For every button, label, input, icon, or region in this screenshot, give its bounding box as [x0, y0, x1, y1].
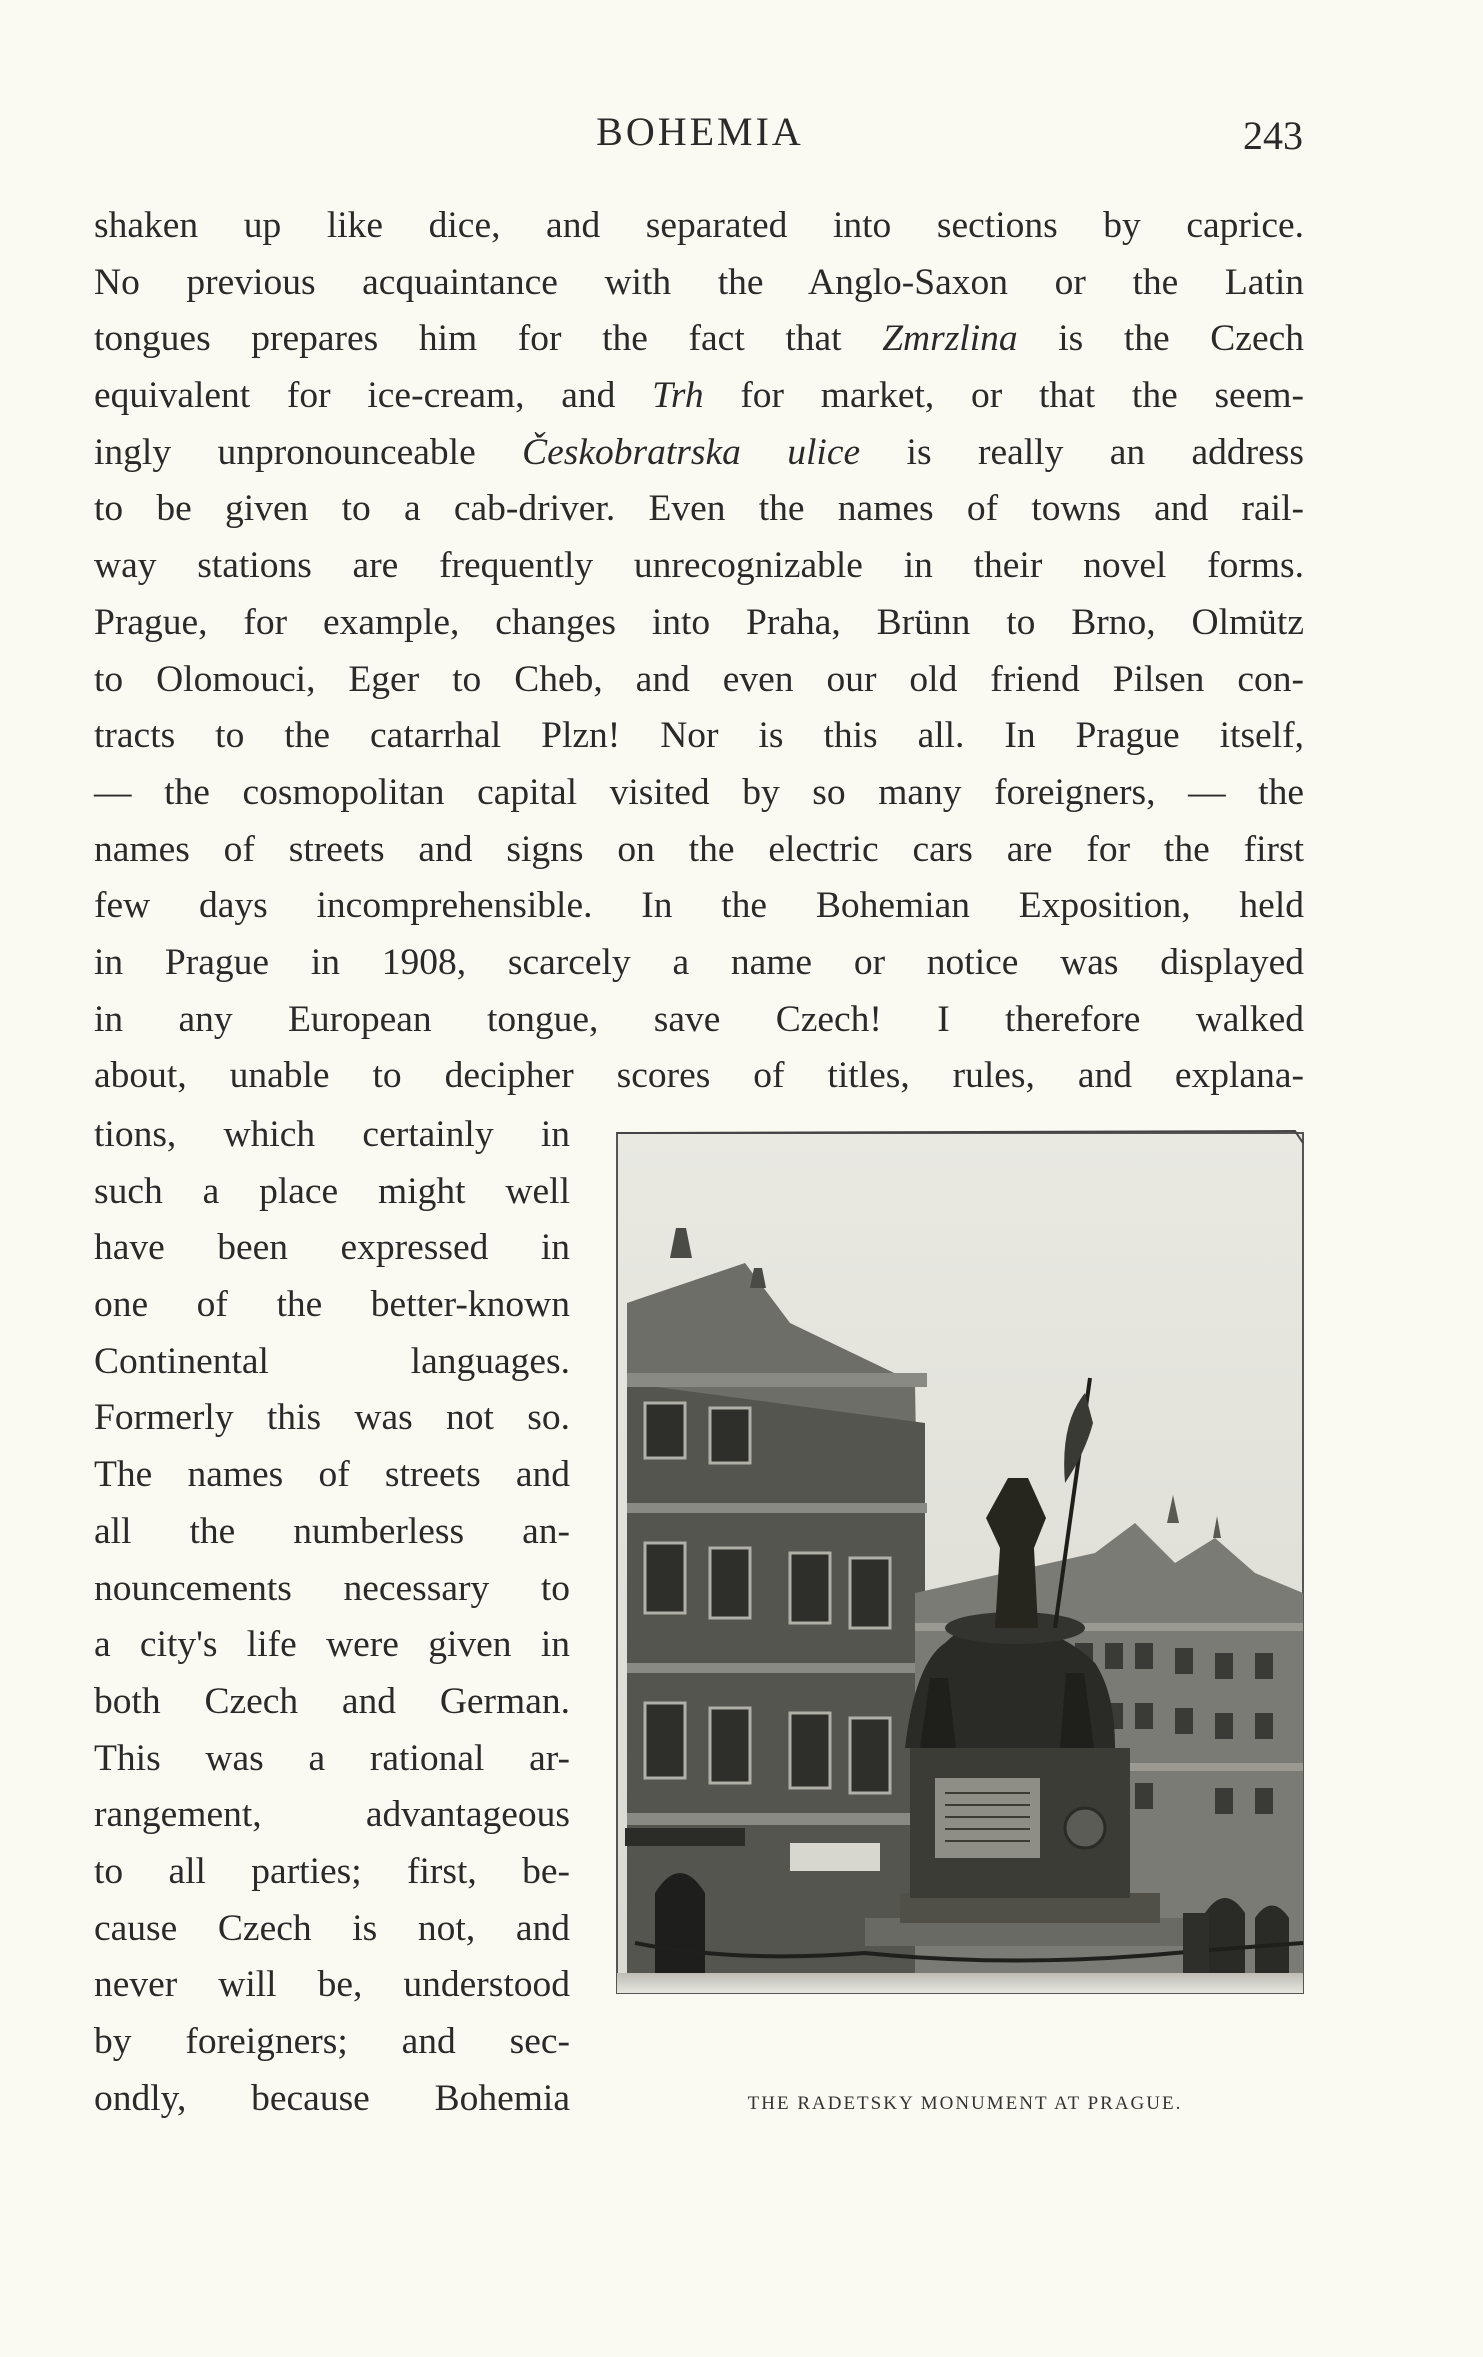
italic-word: Trh — [652, 375, 704, 417]
body-line: few days incomprehensible. In the Bohemian Exposition, held — [94, 885, 1304, 927]
wrap-line: ondly, because Bohemia — [94, 2077, 570, 2119]
body-line: No previous acquaintance with the Anglo-Saxon or the Latin — [94, 261, 1304, 303]
wrapped-paragraph — [94, 1107, 570, 2127]
body-line: about, unable to decipher scores of titles, rules, and explana- — [94, 1055, 1304, 1097]
wrap-line: a city's life were given in — [94, 1624, 570, 1666]
wrap-line: to all parties; first, be- — [94, 1850, 570, 1892]
body-line: shaken up like dice, and separated into sections by caprice. — [94, 205, 1304, 246]
body-line-with-italic: tongues prepares him for the fact that Zmrzlina is the Czech — [94, 318, 1304, 360]
body-line: names of streets and signs on the electric cars are for the first — [94, 828, 1304, 870]
body-paragraph — [94, 198, 1304, 1105]
wrap-line: Formerly this was not so. — [94, 1397, 570, 1439]
body-line: tracts to the catarrhal Plzn! Nor is this all. In Prague itself, — [94, 715, 1304, 757]
running-head — [0, 108, 1483, 158]
wrap-line: both Czech and German. — [94, 1680, 570, 1722]
wrap-line: one of the better-known — [94, 1284, 570, 1326]
italic-word: Zmrzlina — [882, 318, 1018, 360]
body-line-with-italic: equivalent for ice-cream, and Trh for market, or that the seem- — [94, 375, 1304, 417]
body-line-with-italic: ingly unpronounceable Českobratrska ulice is really an address — [94, 431, 1304, 473]
wrap-line: nouncements necessary to — [94, 1567, 570, 1609]
wrap-line: rangement, advantageous — [94, 1794, 570, 1836]
running-title: BOHEMIA — [596, 109, 804, 154]
body-line: in Prague in 1908, scarcely a name or notice was displayed — [94, 941, 1304, 983]
wrap-line: cause Czech is not, and — [94, 1907, 570, 1949]
body-line: to Olomouci, Eger to Cheb, and even our old friend Pilsen con- — [94, 658, 1304, 700]
wrap-line: The names of streets and — [94, 1454, 570, 1496]
body-line: — the cosmopolitan capital visited by so many foreigners, — the — [94, 771, 1304, 813]
wrap-line: never will be, understood — [94, 1964, 570, 2006]
wrap-line: by foreigners; and sec- — [94, 2021, 570, 2062]
wrap-line: Continental languages. — [94, 1340, 570, 1382]
body-line: in any European tongue, save Czech! I therefore walked — [94, 998, 1304, 1040]
monument-illustration — [615, 1123, 1315, 2043]
wrap-line: have been expressed in — [94, 1227, 570, 1269]
body-line: way stations are frequently unrecognizable in their novel forms. — [94, 545, 1304, 587]
wrap-line: all the numberless an- — [94, 1510, 570, 1552]
page-number: 243 — [1243, 113, 1303, 158]
radetsky-monument-photo — [615, 1123, 1315, 2043]
figure-caption: THE RADETSKY MONUMENT AT PRAGUE. — [747, 2093, 1183, 2114]
wrap-line: tions, which certainly in — [94, 1114, 570, 1155]
body-line: Prague, for example, changes into Praha, Brünn to Brno, Olmütz — [94, 601, 1304, 643]
italic-word: Českobratrska ulice — [522, 431, 861, 473]
wrap-line: This was a rational ar- — [94, 1737, 570, 1779]
body-line: to be given to a cab-driver. Even the names of towns and rail- — [94, 488, 1304, 530]
wrap-line: such a place might well — [94, 1170, 570, 1212]
pavement — [617, 1973, 1303, 1993]
